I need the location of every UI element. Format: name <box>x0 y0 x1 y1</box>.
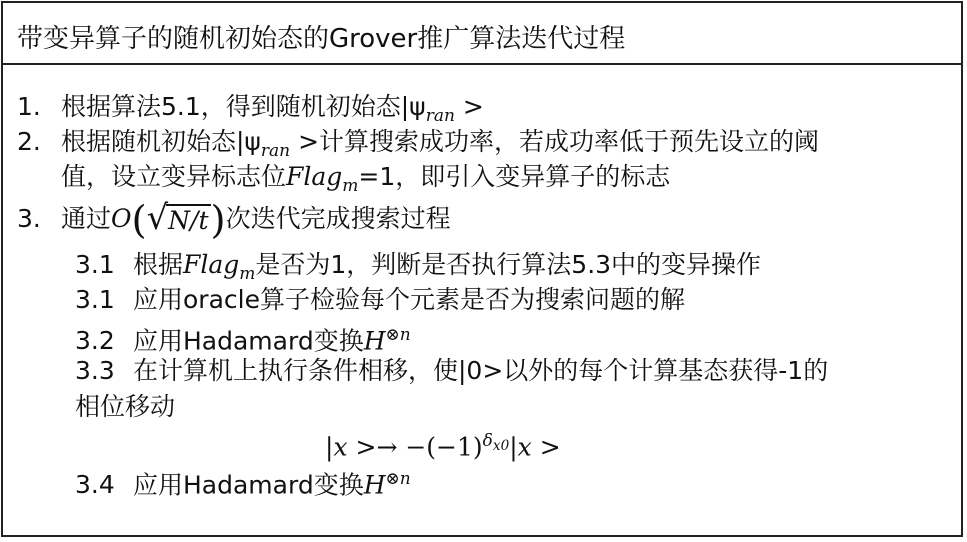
substep-3-3-line-2 <box>75 389 175 425</box>
substep-3-4-H: H <box>363 470 386 500</box>
substep-3-2-number: 3.2 <box>75 326 115 356</box>
substep-3-1b-text: 应用oracle算子检验每个元素是否为搜索问题的解 <box>133 285 685 314</box>
sqrt-expression <box>146 198 211 239</box>
step-3-big-o: O <box>111 204 132 233</box>
substep-3-1b-number: 3.1 <box>75 285 115 314</box>
substep-3-1a-number: 3.1 <box>75 250 115 279</box>
substep-3-3 <box>75 353 828 389</box>
substep-3-4-text: 应用Hadamard变换 <box>133 470 364 500</box>
substep-3-2-H: H <box>363 326 386 356</box>
formula-delta-subscript: x0 <box>492 438 510 455</box>
phase-shift-formula <box>325 423 561 465</box>
substep-3-3-text: 在计算机上执行条件相移，使|0>以外的每个计算基态获得-1的 <box>133 356 829 385</box>
substep-3-1b <box>75 282 685 318</box>
formula-delta: δ <box>482 431 493 451</box>
algorithm-title: 带变异算子的随机初始态的Grover推广算法迭代过程 <box>17 24 626 54</box>
substep-3-3-number: 3.3 <box>75 356 115 385</box>
title-divider <box>3 63 961 65</box>
algorithm-box <box>1 1 963 537</box>
step-2-number: 2. <box>17 127 41 156</box>
step-2-text: 根据随机初始态|ψ <box>61 127 261 156</box>
substep-3-1a-text: 根据 <box>133 250 184 279</box>
step-2-text-continued: >计算搜索成功率，若成功率低于预先设立的阈 <box>290 127 820 156</box>
formula-exponent <box>482 431 510 455</box>
step-1-psi-subscript: ran <box>425 105 455 126</box>
substep-3-4-number: 3.4 <box>75 470 115 500</box>
step-3-radicand: N/t <box>168 206 209 235</box>
formula-bar-2: | <box>509 432 518 462</box>
right-paren: ) <box>210 197 226 243</box>
formula-mapping: >→ −(−1) <box>347 432 483 462</box>
formula-x-2: x <box>517 432 532 462</box>
substep-3-4 <box>75 461 411 503</box>
substep-3-4-tensor-power: ⊗n <box>385 469 411 489</box>
step-2-flag-subscript: m <box>342 175 359 196</box>
substep-3-3-line2-text: 相位移动 <box>75 392 176 421</box>
step-2-line2-text: 值，设立变异标志位 <box>61 162 287 191</box>
step-3-text: 通过 <box>61 204 112 233</box>
formula-ket-close: > <box>531 432 561 462</box>
radical-sign: √ <box>146 198 169 237</box>
left-paren: ( <box>131 197 147 243</box>
step-1-ket-close: > <box>454 92 484 121</box>
substep-3-2-tensor-power: ⊗n <box>385 325 411 345</box>
step-2-psi-subscript: ran <box>260 140 291 161</box>
formula-bar: | <box>325 432 334 462</box>
formula-x: x <box>333 432 348 462</box>
step-3-text-continued: 次迭代完成搜索过程 <box>225 204 451 233</box>
step-2-flag: Flag <box>286 162 343 191</box>
step-3 <box>17 197 451 243</box>
substep-3-1a-flag: Flag <box>183 250 240 279</box>
substep-3-1a-flag-subscript: m <box>239 263 256 284</box>
step-2-line2-text-continued: =1，即引入变异算子的标志 <box>358 162 671 191</box>
substep-3-1a-text-continued: 是否为1，判断是否执行算法5.3中的变异操作 <box>255 250 762 279</box>
step-3-number: 3. <box>17 204 41 233</box>
step-1-number: 1. <box>17 92 41 121</box>
step-1-text: 根据算法5.1，得到随机初始态|ψ <box>61 92 426 121</box>
substep-3-2-text: 应用Hadamard变换 <box>133 326 364 356</box>
